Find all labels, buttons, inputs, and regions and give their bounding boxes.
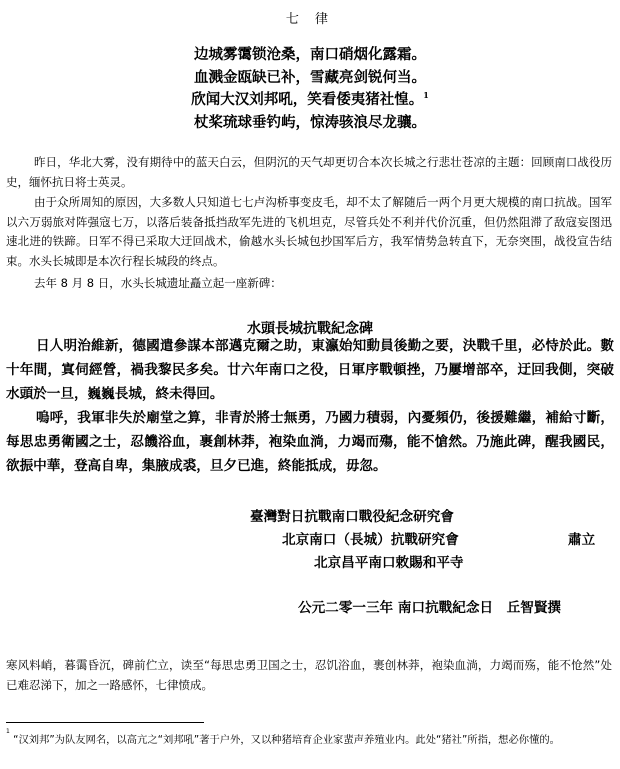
poem-line-text: 欣闻大汉刘邦吼，笑看倭夷猪社惶。 xyxy=(191,91,424,108)
paragraph-stele-intro: 去年 8 月 8 日，水头长城遗址矗立起一座新碑： xyxy=(34,276,282,290)
stele-paragraph-1: 日人明治維新，德國遣參謀本部邁克爾之助，東瀛始知動員後勤之要，決戰千里，必恃於此。數十年間，寘伺經營，禍我黎民多矣。廿六年南口之役，日軍序戰頓挫，乃屢增部卒，迂回我側，突破水頭於一旦，巍巍長城，終未得回。 xyxy=(6,338,614,402)
stele-organization-1: 臺灣對日抗戰南口戰役紀念研究會 xyxy=(250,509,454,525)
footnote xyxy=(6,728,612,749)
stele-organization-3: 北京昌平南口敕賜和平寺 xyxy=(314,555,464,571)
paragraph-weather: 昨日，华北大雾，没有期待中的蓝天白云，但阴沉的天气却更切合本次长城之行悲壮苍凉的主题：回顾南口战役历史，缅怀抗日将士英灵。 xyxy=(6,155,612,189)
poem-title: 七 律 xyxy=(285,12,335,27)
footnote-marker: 1 xyxy=(6,728,10,735)
poem-line: 血溅金瓯缺已补，雪藏亮剑锐何当。 xyxy=(194,68,426,86)
stele-organization-2: 北京南口（長城）抗戰研究會 xyxy=(282,532,459,548)
poem-line xyxy=(0,89,620,112)
paragraph-history: 由于众所周知的原因，大多数人只知道七七卢沟桥事变皮毛，却不太了解随后一两个月更大规模的南口抗战。国军以六万弱旅对阵强寇七万，以落后装备抵挡敌军先进的飞机坦克，尽管兵处不利并代价沉重，但仍然阻滞了敌寇妄图迅速北进的铁蹄。日军不得已采取大迂回战术，偷越水头长城包抄国军后方，我军情势急转直下，无奈突围，战役宣告结束。水头长城即是本次行程长城段的终点。 xyxy=(6,195,612,268)
stele-date-author: 公元二零一三年 南口抗戰紀念日 丘智賢撰 xyxy=(298,600,562,616)
stele-respectfully-erected: 肅立 xyxy=(568,532,596,548)
footnote-divider xyxy=(6,722,204,723)
footnote-reference[interactable]: 1 xyxy=(423,90,429,101)
poem xyxy=(0,44,620,134)
footnote-text: “汉刘邦”为队友网名，以高亢之“刘邦吼”著于户外，又以种猪培育企业家蜚声养殖业内。此处“猪社”所指，想必你懂的。 xyxy=(13,734,560,746)
stele-title: 水頭長城抗戰紀念碑 xyxy=(247,321,373,337)
paragraph-closing: 寒风料峭，暮霭昏沉，碑前伫立，读至“每思忠勇卫国之士，忍饥浴血，裹创林莽，袍染血淌，力竭而殇，能不怆然”处已难忍涕下，加之一路感怀，七律愤成。 xyxy=(6,658,612,692)
poem-line: 边城雾霭锁沧桑，南口硝烟化露霜。 xyxy=(194,46,426,63)
poem-line: 杖桨琉球垂钓屿，惊涛骇浪尽龙骧。 xyxy=(194,113,426,131)
stele-paragraph-2: 嗚呼，我軍非失於廟堂之算，非青於將士無勇，乃國力積弱，內憂頻仍，後援難繼，補給寸斷，每思忠勇衛國之士，忍饑浴血，裹創林莽，袍染血淌，力竭而殤，能不愴然。乃施此碑，醒我國民，欲振中華，登高自卑，集腋成裘，旦夕已進，終能抵成，毋忽。 xyxy=(6,410,614,474)
